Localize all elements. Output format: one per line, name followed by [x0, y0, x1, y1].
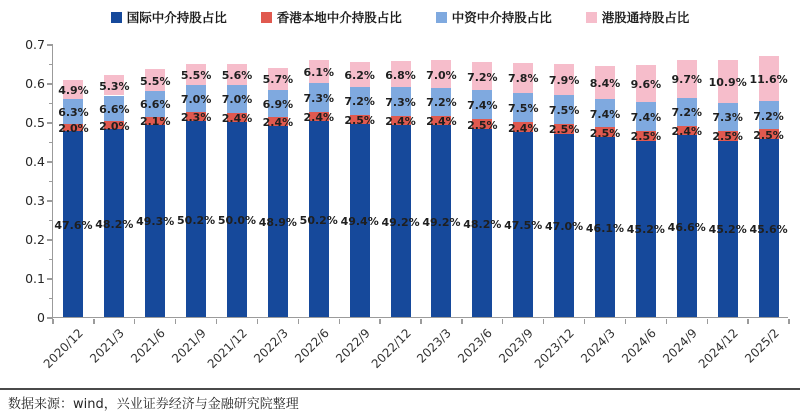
value-label: 2.4% [426, 114, 457, 128]
value-label: 7.2% [753, 109, 784, 123]
value-label: 7.2% [426, 96, 457, 110]
value-label: 47.6% [54, 218, 93, 232]
legend-swatch-icon [111, 12, 122, 23]
value-label: 6.2% [344, 68, 375, 82]
legend-item-1 [261, 8, 402, 26]
value-label: 50.2% [177, 213, 216, 227]
value-label: 6.6% [99, 102, 130, 116]
value-label: 48.9% [258, 216, 297, 230]
x-axis-tick [339, 319, 340, 324]
x-axis-tick [625, 319, 626, 324]
legend-item-3 [586, 8, 690, 26]
legend-label: 中资中介持股占比 [451, 10, 552, 25]
value-label: 6.9% [262, 97, 294, 111]
value-label: 2.0% [99, 119, 130, 133]
value-label: 5.3% [99, 79, 130, 93]
value-label: 2.5% [548, 123, 580, 137]
x-axis-label: 2023/6 [455, 326, 496, 366]
value-label: 47.5% [504, 218, 543, 232]
x-axis-tick [788, 319, 789, 324]
value-label: 7.0% [180, 93, 212, 107]
x-axis-label: 2024/6 [619, 326, 659, 366]
value-label: 7.2% [344, 95, 375, 109]
x-axis-label: 2021/12 [204, 326, 250, 372]
value-label: 7.8% [507, 72, 539, 86]
y-axis-label: 0.6 [25, 76, 45, 91]
value-label: 4.9% [58, 83, 89, 97]
value-label: 45.6% [749, 222, 788, 236]
value-label: 7.4% [630, 111, 662, 125]
y-axis-label: 0 [37, 310, 45, 325]
x-axis-tick [52, 319, 53, 324]
x-axis-tick [707, 319, 708, 324]
x-axis-tick [93, 319, 94, 324]
x-axis-tick [502, 319, 503, 324]
y-axis-label: 0.7 [25, 37, 45, 52]
value-label: 7.4% [467, 99, 498, 113]
value-label: 46.1% [585, 221, 625, 235]
value-label: 2.4% [507, 121, 539, 135]
value-label: 2.5% [712, 130, 743, 144]
value-label: 2.3% [180, 111, 212, 125]
y-axis-label: 0.5 [25, 115, 45, 130]
footer-divider [0, 388, 800, 390]
value-label: 7.0% [221, 93, 253, 107]
value-label: 2.4% [262, 116, 294, 130]
legend-swatch-icon [261, 12, 272, 23]
value-label: 46.6% [667, 220, 706, 234]
value-label: 2.4% [385, 114, 416, 128]
data-source-note: 数据来源：wind，兴业证券经济与金融研究院整理 [8, 397, 299, 412]
x-axis-label: 2025/2 [741, 326, 782, 366]
value-label-layer [53, 45, 788, 317]
x-axis-label: 2020/12 [41, 326, 87, 372]
x-axis-label: 2023/3 [414, 326, 455, 366]
value-label: 48.2% [463, 217, 502, 231]
value-label: 7.2% [467, 70, 498, 84]
value-label: 6.6% [139, 98, 171, 112]
value-label: 9.6% [630, 77, 662, 91]
x-axis-label: 2022/3 [251, 326, 291, 366]
x-axis-tick [420, 319, 421, 324]
plot-area [25, 37, 788, 372]
value-label: 8.4% [589, 76, 621, 90]
x-axis-label: 2024/12 [695, 326, 741, 372]
value-label: 9.7% [671, 73, 703, 87]
x-axis-tick [134, 319, 135, 324]
value-label: 2.5% [630, 130, 662, 144]
value-label: 6.1% [303, 65, 335, 79]
x-axis-tick [747, 319, 748, 324]
value-label: 7.4% [589, 107, 621, 121]
value-label: 2.5% [753, 128, 784, 142]
x-axis-label: 2023/12 [531, 326, 578, 372]
value-label: 2.4% [221, 111, 253, 125]
value-label: 50.0% [217, 214, 257, 227]
x-axis-label: 2021/9 [169, 326, 210, 366]
value-label: 45.2% [708, 223, 747, 237]
value-label: 11.6% [749, 73, 788, 87]
x-axis-tick [175, 319, 176, 324]
x-axis-tick [584, 319, 585, 324]
x-axis-label: 2022/9 [332, 326, 373, 366]
legend-swatch-icon [586, 12, 597, 23]
value-label: 2.4% [671, 125, 703, 139]
x-axis-label: 2024/9 [659, 326, 700, 366]
value-label: 45.2% [626, 223, 665, 237]
value-label: 7.9% [548, 73, 580, 87]
value-label: 5.5% [139, 74, 171, 88]
y-axis-label: 0.4 [25, 154, 45, 169]
y-axis-label: 0.2 [25, 232, 45, 247]
value-label: 49.4% [340, 215, 379, 229]
value-label: 47.0% [545, 219, 584, 233]
value-label: 5.5% [180, 68, 212, 82]
legend-item-0 [111, 8, 227, 26]
value-label: 10.9% [708, 75, 747, 89]
value-label: 7.3% [303, 92, 335, 106]
legend-swatch-icon [436, 12, 447, 23]
x-axis-label: 2023/9 [496, 326, 537, 366]
x-axis-label: 2021/6 [128, 326, 169, 366]
x-axis-tick [216, 319, 217, 324]
value-label: 2.0% [58, 121, 89, 135]
value-label: 2.5% [344, 113, 375, 127]
value-label: 2.5% [589, 126, 621, 140]
chart-legend [0, 8, 800, 26]
x-axis-tick [379, 319, 380, 324]
y-axis-label: 0.3 [25, 193, 45, 208]
value-label: 2.4% [303, 111, 335, 125]
value-label: 5.6% [221, 68, 253, 82]
value-label: 50.2% [299, 213, 338, 227]
value-label: 7.0% [426, 68, 457, 82]
value-label: 49.2% [381, 215, 420, 229]
x-axis-tick [257, 319, 258, 324]
y-axis-label: 0.1 [25, 271, 45, 286]
x-axis-tick [298, 319, 299, 324]
value-label: 5.7% [262, 73, 294, 87]
value-label: 7.5% [507, 102, 539, 116]
value-label: 2.1% [139, 115, 171, 129]
value-label: 7.2% [671, 106, 703, 120]
x-axis-label: 2022/12 [368, 326, 414, 372]
legend-item-2 [436, 8, 552, 26]
value-label: 6.3% [58, 105, 89, 119]
value-label: 7.3% [385, 96, 416, 110]
x-axis-label: 2022/6 [291, 326, 332, 366]
x-axis-tick [666, 319, 667, 324]
legend-label: 国际中介持股占比 [126, 10, 227, 25]
legend-label: 港股通持股占比 [601, 10, 690, 25]
legend-label: 香港本地中介持股占比 [276, 10, 402, 25]
x-axis-label: 2024/3 [578, 326, 618, 366]
value-label: 2.5% [467, 118, 498, 132]
x-axis-label: 2021/3 [87, 326, 128, 366]
value-label: 7.3% [712, 111, 743, 125]
value-label: 7.5% [548, 103, 580, 117]
value-label: 48.2% [95, 217, 134, 231]
x-axis-tick [461, 319, 462, 324]
value-label: 6.8% [385, 68, 416, 82]
value-label: 49.3% [136, 215, 175, 229]
value-label: 49.2% [422, 215, 461, 229]
x-axis-tick [543, 319, 544, 324]
